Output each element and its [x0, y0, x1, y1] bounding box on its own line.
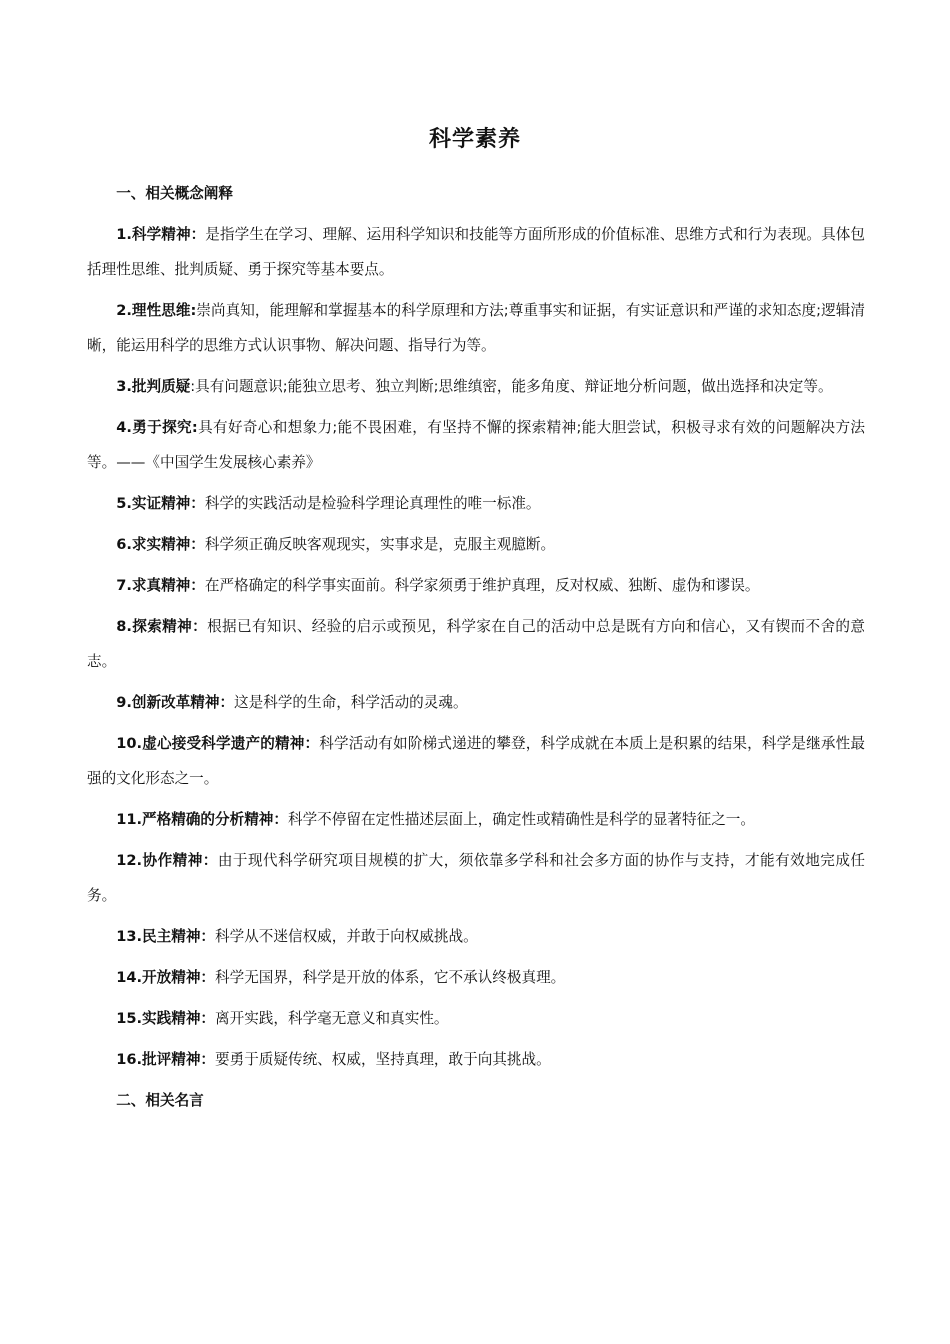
concept-term: 13.民主精神：: [116, 928, 216, 945]
concept-definition: 科学无国界，科学是开放的体系，它不承认终极真理。: [215, 969, 566, 986]
concept-term: 9.创新改革精神：: [116, 694, 235, 711]
concept-term: 8.探索精神：: [116, 618, 208, 635]
document-body: [87, 176, 865, 1124]
concept-term: 6.求实精神：: [116, 536, 205, 553]
concept-term: 12.协作精神：: [116, 852, 218, 869]
concept-paragraph: [87, 293, 865, 363]
concept-definition: 这是科学的生命，科学活动的灵魂。: [234, 694, 468, 711]
concept-paragraph: [87, 217, 865, 287]
concept-term: 16.批评精神：: [116, 1051, 216, 1068]
concept-term: 11.严格精确的分析精神：: [116, 811, 288, 828]
concept-term: 2.理性思维:: [116, 302, 197, 319]
concept-paragraph: [87, 843, 865, 913]
concept-definition: 是指学生在学习、理解、运用科学知识和技能等方面所形成的价值标准、思维方式和行为表现。具体包括理性思维、批判质疑、勇于探究等基本要点。: [87, 226, 865, 278]
page-title: 科学素养: [428, 127, 521, 152]
concept-definition: 科学不停留在定性描述层面上，确定性或精确性是科学的显著特征之一。: [287, 811, 755, 828]
concept-list: [87, 217, 865, 1077]
concept-definition: 要勇于质疑传统、权威，坚持真理，敢于向其挑战。: [215, 1051, 551, 1068]
concept-paragraph: [87, 410, 865, 480]
concept-term: 15.实践精神：: [116, 1010, 216, 1027]
concept-term: 3.批判质疑: [116, 378, 191, 395]
concept-definition: :具有问题意识;能独立思考、独立判断;思维缜密，能多角度、辩证地分析问题，做出选择和决定等。: [190, 378, 833, 395]
concept-term: 10.虚心接受科学遗产的精神：: [116, 735, 320, 752]
concept-paragraph: [87, 1042, 865, 1077]
concept-paragraph: [87, 527, 865, 562]
concept-definition: 崇尚真知，能理解和掌握基本的科学原理和方法;尊重事实和证据，有实证意识和严谨的求知态度;逻辑清晰，能运用科学的思维方式认识事物、解决问题、指导行为等。: [87, 302, 865, 354]
concept-term: 7.求真精神：: [116, 577, 205, 594]
concept-definition: 科学的实践活动是检验科学理论真理性的唯一标准。: [204, 495, 541, 512]
concept-paragraph: [87, 369, 865, 404]
concept-term: 14.开放精神：: [116, 969, 216, 986]
concept-term: 5.实证精神：: [116, 495, 205, 512]
concept-paragraph: [87, 568, 865, 603]
concept-paragraph: [87, 919, 865, 954]
concept-definition: 科学活动有如阶梯式递进的攀登，科学成就在本质上是积累的结果，科学是继承性最强的文化形态之一。: [87, 735, 865, 787]
section-heading-concepts: 一、相关概念阐释: [116, 185, 233, 202]
concept-definition: 离开实践，科学毫无意义和真实性。: [215, 1010, 449, 1027]
concept-paragraph: [87, 609, 865, 679]
section-heading-quotes: 二、相关名言: [116, 1092, 204, 1109]
concept-definition: 科学须正确反映客观现实，实事求是，克服主观臆断。: [204, 536, 556, 553]
concept-definition: 根据已有知识、经验的启示或预见，科学家在自己的活动中总是既有方向和信心，又有锲而不舍的意志。: [87, 618, 865, 670]
concept-paragraph: [87, 802, 865, 837]
concept-paragraph: [87, 685, 865, 720]
concept-definition: 具有好奇心和想象力;能不畏困难，有坚持不懈的探索精神;能大胆尝试，积极寻求有效的问题解决方法等。——《中国学生发展核心素养》: [87, 419, 865, 471]
concept-definition: 由于现代科学研究项目规模的扩大，须依靠多学科和社会多方面的协作与支持，才能有效地完成任务。: [87, 852, 865, 904]
concept-paragraph: [87, 1001, 865, 1036]
concept-term: 4.勇于探究:: [116, 419, 198, 436]
concept-term: 1.科学精神：: [116, 226, 206, 243]
concept-paragraph: [87, 726, 865, 796]
concept-paragraph: [87, 486, 865, 521]
concept-definition: 在严格确定的科学事实面前。科学家须勇于维护真理，反对权威、独断、虚伪和谬误。: [204, 577, 760, 594]
concept-definition: 科学从不迷信权威，并敢于向权威挑战。: [215, 928, 478, 945]
concept-paragraph: [87, 960, 865, 995]
